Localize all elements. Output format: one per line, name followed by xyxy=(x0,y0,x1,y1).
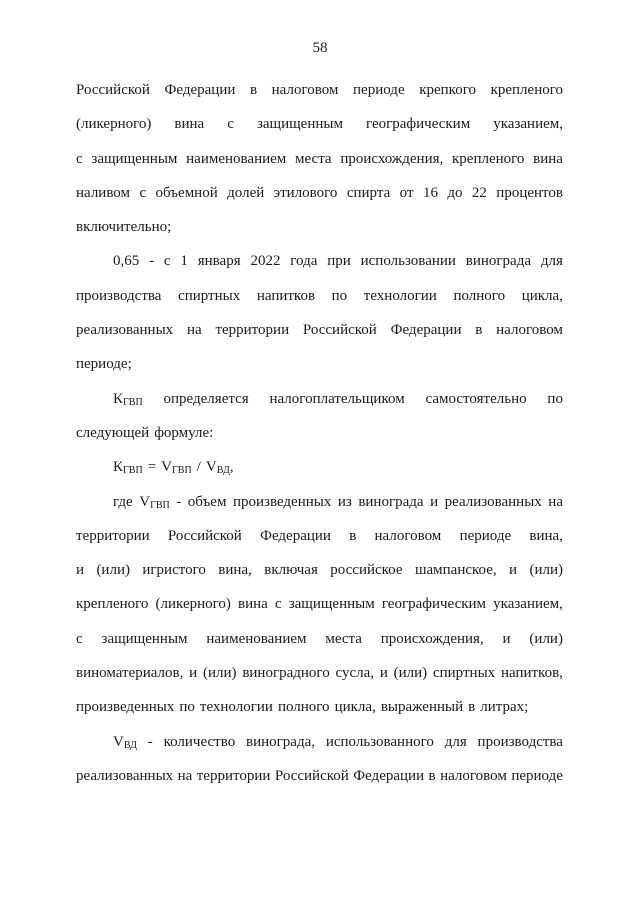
word: с xyxy=(274,596,282,613)
word: следующей xyxy=(76,424,150,441)
word: Российской xyxy=(167,527,242,544)
word: происхождения, xyxy=(380,630,484,647)
word: Российской xyxy=(274,767,349,784)
word: производства xyxy=(477,733,563,750)
word: включительно; xyxy=(76,219,172,236)
word: в xyxy=(249,82,258,98)
word: наименованием xyxy=(186,150,287,167)
word: вина xyxy=(533,150,563,167)
word: цикла, xyxy=(521,287,563,304)
word: спиртных xyxy=(432,665,496,682)
word: с xyxy=(227,116,234,133)
word: технологии xyxy=(199,699,273,716)
word: Федерации xyxy=(164,82,236,98)
word: в xyxy=(468,699,476,716)
word: Федерации xyxy=(353,767,425,784)
text-line xyxy=(76,759,563,793)
word: использовании xyxy=(360,253,456,270)
word: указанием, xyxy=(493,116,563,133)
word: и xyxy=(76,562,85,579)
text-line xyxy=(76,450,563,484)
word: года xyxy=(290,253,318,270)
word: и xyxy=(379,665,388,682)
word: крепленого xyxy=(490,82,563,98)
word: по xyxy=(331,287,348,304)
word: долей xyxy=(227,184,265,201)
word: территории xyxy=(215,322,290,339)
word: полного xyxy=(453,287,506,304)
word: из xyxy=(337,493,352,510)
word: территории xyxy=(196,767,271,784)
word: налоговом xyxy=(271,82,339,98)
word: винограда xyxy=(358,493,424,510)
word: цикла, xyxy=(334,699,376,716)
word: 0,65 xyxy=(113,253,140,270)
word: для xyxy=(540,253,563,270)
word: использованного xyxy=(325,733,434,750)
word: географическим xyxy=(365,116,471,133)
page-number: 58 xyxy=(312,40,328,56)
word: Российской xyxy=(76,82,150,98)
word: 2022 xyxy=(250,253,281,270)
word: - xyxy=(147,733,153,750)
word: виноматериалов, xyxy=(76,665,184,682)
word: литрах; xyxy=(480,699,529,716)
word: спиртных xyxy=(178,287,241,304)
word: с xyxy=(76,630,83,647)
word: на xyxy=(177,767,193,784)
word: напитков, xyxy=(500,665,563,682)
word: в xyxy=(349,527,357,544)
word: на xyxy=(186,322,202,339)
word: до xyxy=(447,184,463,201)
word: по xyxy=(547,390,563,407)
word: технологии xyxy=(363,287,437,304)
word: количество xyxy=(163,733,236,750)
word: периоде xyxy=(459,527,512,544)
word: $V_{ВД}$ xyxy=(113,733,137,751)
word: / xyxy=(196,459,201,476)
word: налоговом xyxy=(440,767,507,784)
text-line xyxy=(76,347,563,381)
word: крепленого xyxy=(452,150,525,167)
word: вина xyxy=(174,116,205,133)
text-line xyxy=(76,416,563,450)
word: - xyxy=(149,253,155,270)
word: $К_{ГВП}$ xyxy=(113,390,143,408)
word: включая xyxy=(264,562,318,579)
word: этилового xyxy=(273,184,338,201)
word: защищенным xyxy=(101,630,188,647)
word: января xyxy=(197,253,241,270)
word: (или) xyxy=(202,665,237,682)
word: Федерации xyxy=(260,527,331,544)
word: спирта xyxy=(346,184,391,201)
word: 1 xyxy=(180,253,188,270)
word: с xyxy=(163,253,171,270)
word: места xyxy=(325,630,362,647)
word: - xyxy=(176,493,182,510)
word: (или) xyxy=(529,630,563,647)
word: происхождения, xyxy=(340,150,444,167)
text-line xyxy=(76,656,563,690)
word: $К_{ГВП}$ xyxy=(113,459,143,477)
word: полного xyxy=(277,699,330,716)
word: указанием, xyxy=(493,596,563,613)
word: вина, xyxy=(529,527,563,544)
word: российское xyxy=(330,562,403,579)
word: (ликерного) xyxy=(155,596,231,613)
word: от xyxy=(399,184,414,201)
word: налогоплательщиком xyxy=(269,390,405,407)
text-line xyxy=(76,107,563,141)
word: виноградного xyxy=(242,665,330,682)
word: периоде; xyxy=(76,356,132,373)
text-line xyxy=(76,244,563,278)
word: в xyxy=(428,767,436,784)
word: наименованием xyxy=(206,630,307,647)
word: (или) xyxy=(393,665,428,682)
word: реализованных xyxy=(444,493,542,510)
word: на xyxy=(548,493,563,510)
text-line xyxy=(76,587,563,621)
word: производства xyxy=(76,287,162,304)
word: самостоятельно xyxy=(425,390,527,407)
word: реализованных xyxy=(76,767,174,784)
word: $V_{ГВП}$ xyxy=(139,493,170,511)
word: защищенным xyxy=(288,596,375,613)
word: места xyxy=(295,150,332,167)
word: формуле: xyxy=(154,424,214,441)
word: защищенным xyxy=(91,150,178,167)
word: (ликерного) xyxy=(76,116,152,133)
word: для xyxy=(444,733,467,750)
word: где xyxy=(113,493,133,510)
text-line xyxy=(76,519,563,553)
text-line xyxy=(76,142,563,176)
word: (или) xyxy=(96,562,130,579)
word: 22 xyxy=(471,184,487,201)
word: периоде xyxy=(511,767,563,784)
word: и xyxy=(189,665,198,682)
word: по xyxy=(179,699,195,716)
word: реализованных xyxy=(76,322,174,339)
word: выраженный xyxy=(380,699,464,716)
text-line xyxy=(76,725,563,759)
document-body xyxy=(76,73,563,793)
text-line xyxy=(76,279,563,313)
word: сусла, xyxy=(335,665,375,682)
text-line xyxy=(76,622,563,656)
word: периоде xyxy=(353,82,405,98)
text-line xyxy=(76,382,563,416)
word: напитков xyxy=(256,287,316,304)
word: объемной xyxy=(155,184,218,201)
word: шампанское, xyxy=(414,562,497,579)
word: с xyxy=(76,150,83,167)
text-line xyxy=(76,176,563,210)
word: крепленого xyxy=(76,596,149,613)
word: (или) xyxy=(529,562,563,579)
word: винограда xyxy=(465,253,532,270)
word: и xyxy=(509,562,518,579)
text-line xyxy=(76,210,563,244)
word: произведенных xyxy=(76,699,175,716)
word: территории xyxy=(76,527,150,544)
word: при xyxy=(327,253,351,270)
word: с xyxy=(139,184,147,201)
word: крепкого xyxy=(419,82,476,98)
word: налоговом xyxy=(374,527,442,544)
word: 16 xyxy=(422,184,438,201)
word: в xyxy=(475,322,483,339)
word: наливом xyxy=(76,184,131,201)
word: географическим xyxy=(381,596,487,613)
word: защищенным xyxy=(256,116,343,133)
word: Российской xyxy=(302,322,377,339)
word: $V_{ВД}$, xyxy=(205,459,234,477)
word: вина, xyxy=(218,562,252,579)
text-line xyxy=(76,690,563,724)
word: = xyxy=(147,459,157,476)
text-line xyxy=(76,73,563,107)
word: и xyxy=(502,630,511,647)
word: вина xyxy=(238,596,268,613)
word: определяется xyxy=(163,390,249,407)
word: игристого xyxy=(142,562,206,579)
word: налоговом xyxy=(496,322,563,339)
word: объем xyxy=(187,493,227,510)
word: Федерации xyxy=(390,322,462,339)
word: и xyxy=(430,493,439,510)
word: $V_{ГВП}$ xyxy=(161,459,192,477)
text-line xyxy=(76,553,563,587)
text-line xyxy=(76,313,563,347)
word: процентов xyxy=(496,184,563,201)
text-line xyxy=(76,485,563,519)
word: винограда, xyxy=(246,733,316,750)
word: произведенных xyxy=(232,493,332,510)
